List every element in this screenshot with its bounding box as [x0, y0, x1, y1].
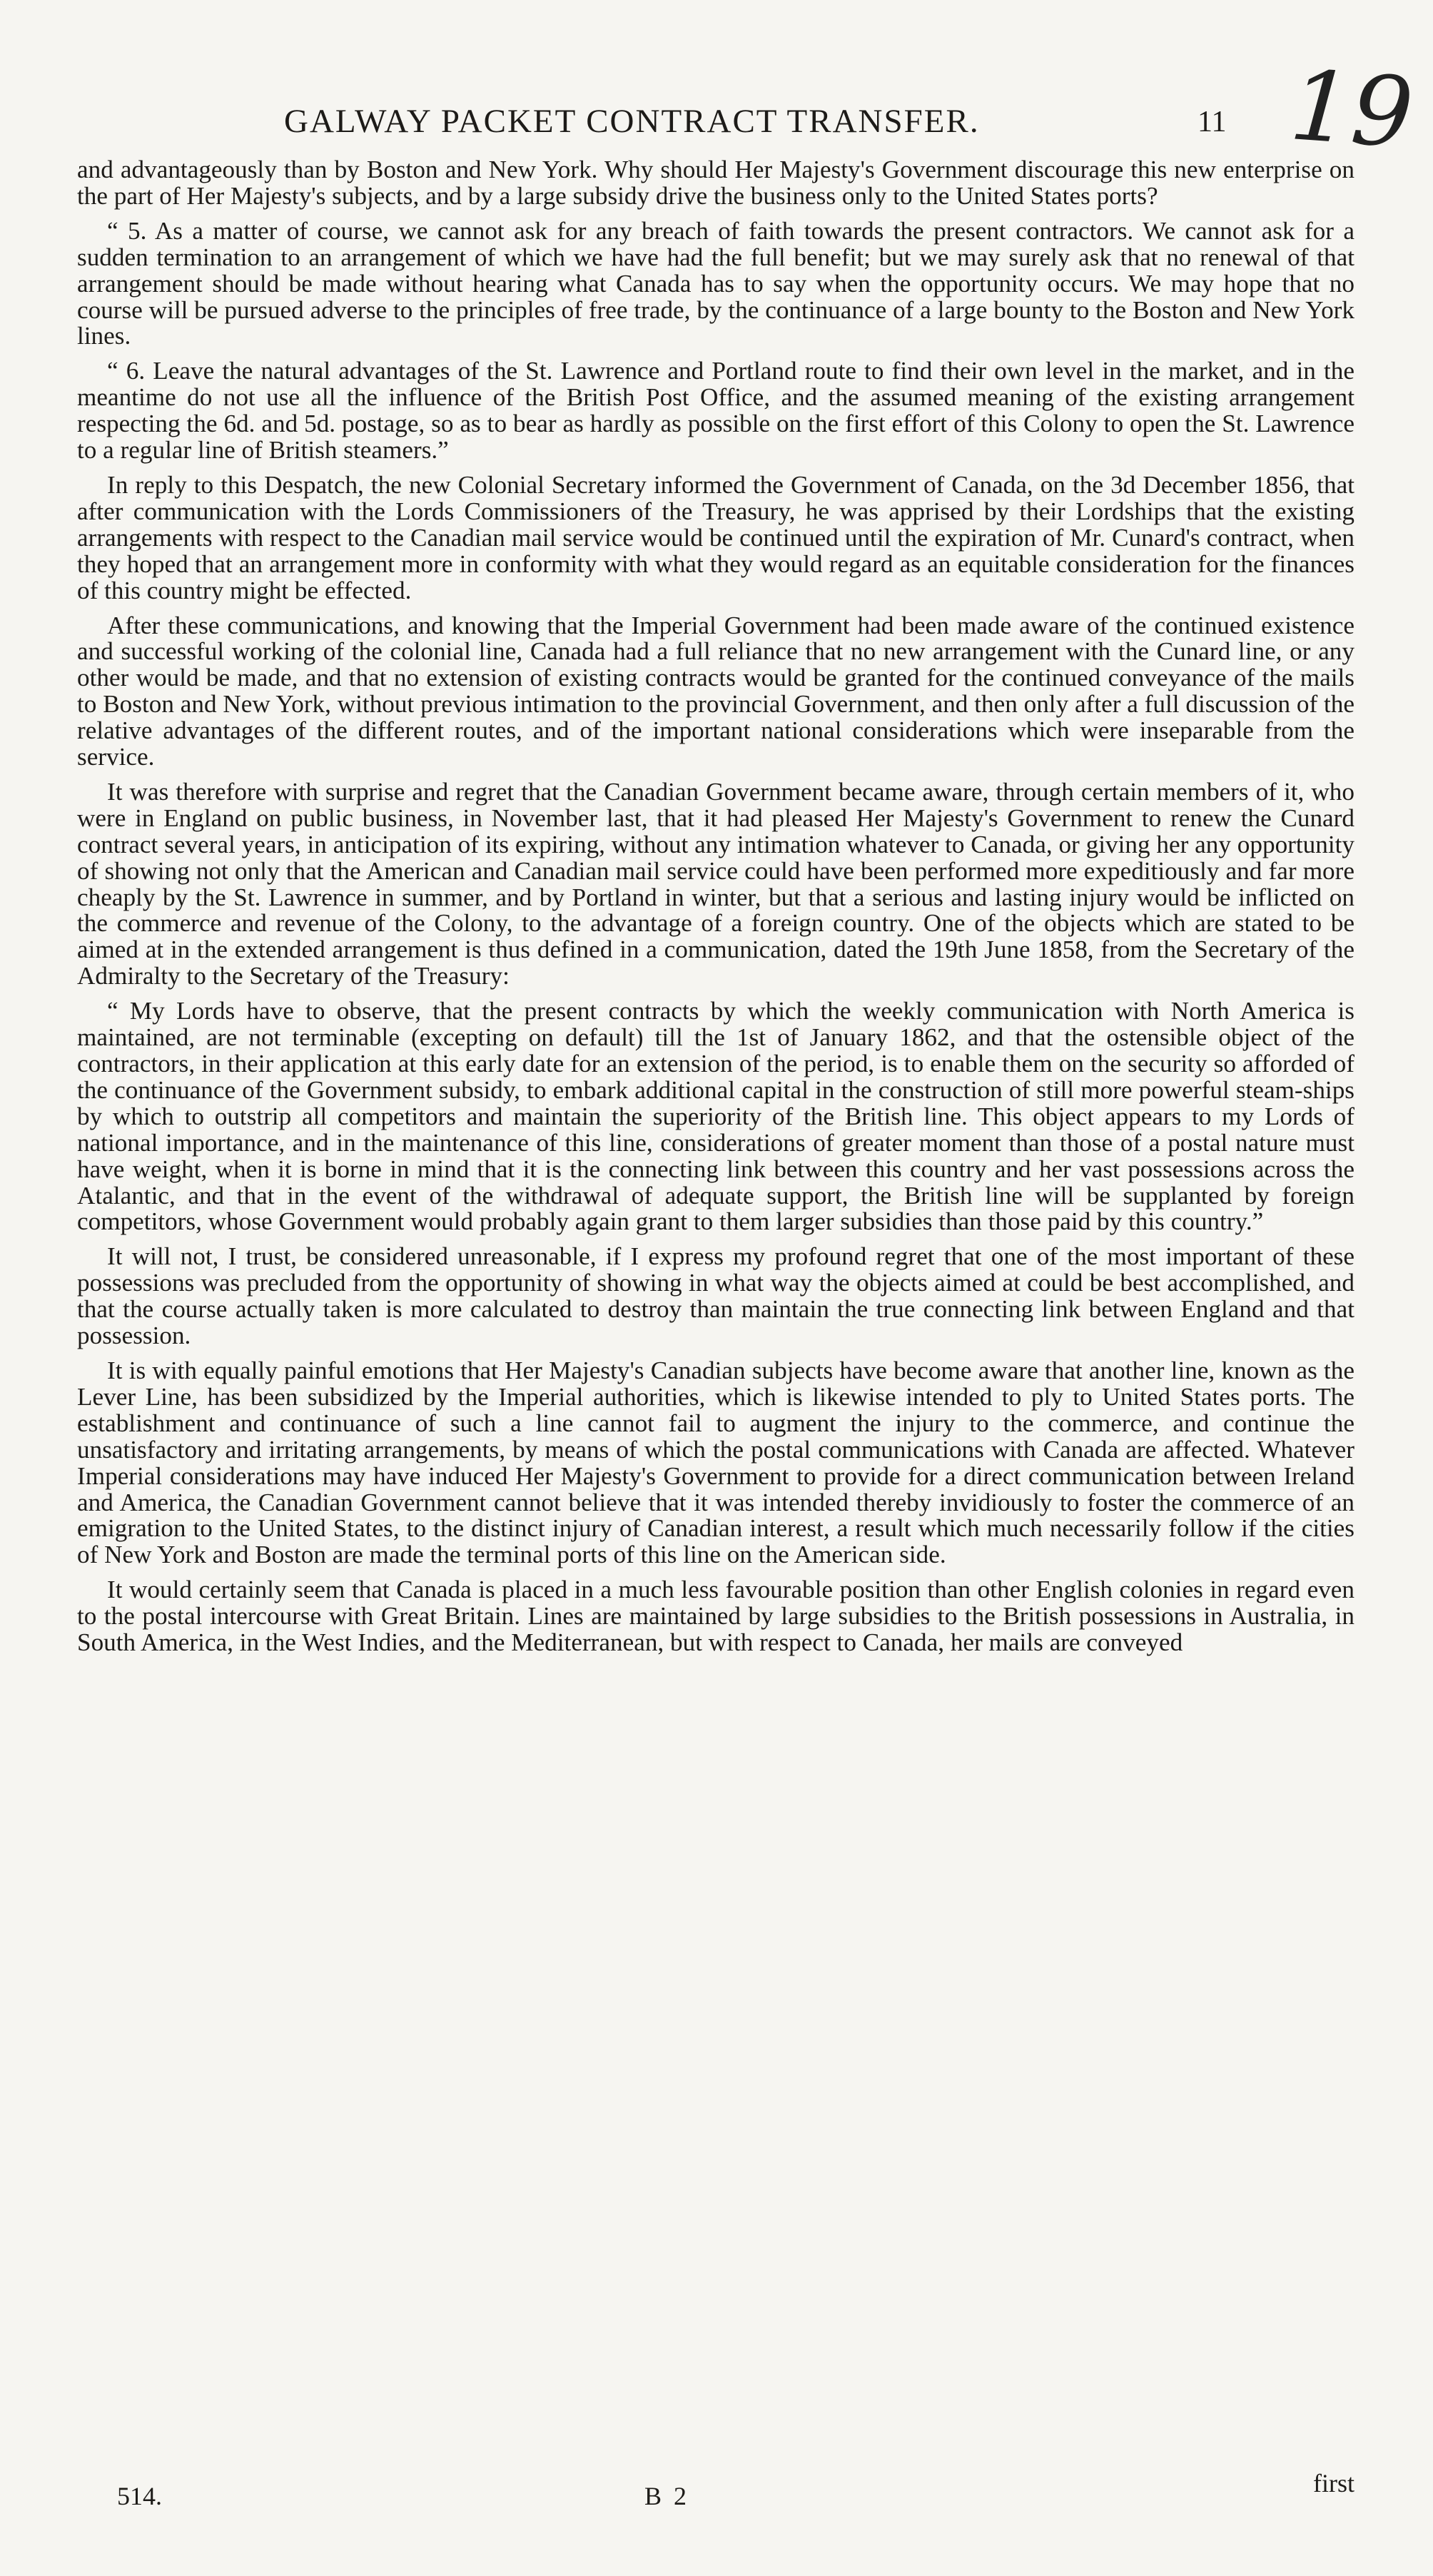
paragraph-1: and advantageously than by Boston and New York. Why should Her Majesty's Government discourage this new enterprise on the part of Her Majesty's subjects, and by a large subsidy drive the business only to the United States ports?: [77, 156, 1354, 210]
paragraph-2: “ 5. As a matter of course, we cannot ask for any breach of faith towards the present contractors. We cannot ask for a sudden termination to an arrangement of which we have had the full benefit; but we may surely ask that no renewal of that arrangement should be made without hearing what Canada has to say when the opportunity occurs. We may hope that no course will be pursued adverse to the principles of free trade, by the continuance of a large bounty to the Boston and New York lines.: [77, 216, 1354, 350]
paragraph-8: It will not, I trust, be considered unreasonable, if I express my profound regret that one of the most important of these possessions was precluded from the opportunity of showing in what way the objects aimed at could be best accomplished, and that the course actually taken is more calculated to destroy than maintain the true connecting link between England and that possession.: [77, 1242, 1354, 1350]
handwritten-folio-number: 19: [1286, 49, 1417, 170]
footer-catchword: first: [1313, 2469, 1354, 2498]
paragraph-10: It would certainly seem that Canada is placed in a much less favourable position than other English colonies in regard even to the postal intercourse with Great Britain. Lines are maintained by large subsidies to the British possessions in Australia, in South America, in the West Indies, and the Mediterranean, but with respect to Canada, her mails are conveyed: [77, 1576, 1354, 1657]
paragraph-7-quotation: “ My Lords have to observe, that the present contracts by which the weekly communication with North America is maintained, are not terminable (excepting on default) till the 1st of January 1862, and that the ostensible object of the contractors, in their application at this early date for an extension of the period, is to enable them on the security so afforded of the continuance of the Government subsidy, to embark additional capital in the construction of still more powerful steam-ships by which to outstrip all competitors and maintain the superiority of the British line. This object appears to my Lords of national importance, and in the maintenance of this line, considerations of greater moment than those of a postal nature must have weight, when it is borne in mind that it is the connecting link between this country and her vast possessions across the Atalantic, and that in the event of the withdrawal of adequate support, the British line will be supplanted by foreign competitors, whose Government would probably again grant to them larger subsidies than those paid by this country.”: [77, 997, 1354, 1236]
paragraph-9: It is with equally painful emotions that Her Majesty's Canadian subjects have become aware that another line, known as the Lever Line, has been subsidized by the Imperial authorities, which is likewise intended to ply to United States ports. The establishment and continuance of such a line cannot fail to augment the injury to the commerce, and continue the unsatisfactory and irritating arrangements, by means of which the postal communications with Canada are affected. Whatever Imperial considerations may have induced Her Majesty's Government to provide for a direct communication between Ireland and America, the Canadian Government cannot believe that it was intended thereby invidiously to foster the commerce of an emigration to the United States, to the distinct injury of Canadian interest, a result which much necessarily follow if the cities of New York and Boston are made the terminal ports of this line on the American side.: [77, 1356, 1354, 1569]
paragraph-6: It was therefore with surprise and regret that the Canadian Government became aware, through certain members of it, who were in England on public business, in November last, that it had pleased Her Majesty's Government to renew the Cunard contract several years, in anticipation of its expiring, without any intimation whatever to Canada, or giving her any opportunity of showing not only that the American and Canadian mail service could have been performed more expeditiously and far more cheaply by the St. Lawrence in summer, and by Portland in winter, but that a serious and lasting injury would be inflicted on the commerce and revenue of the Colony, to the advantage of a foreign country. One of the objects which are stated to be aimed at in the extended arrangement is thus defined in a communication, dated the 19th June 1858, from the Secretary of the Admiralty to the Secretary of the Treasury:: [77, 777, 1354, 990]
footer-paper-number: 514.: [117, 2482, 162, 2510]
paragraph-3: “ 6. Leave the natural advantages of the St. Lawrence and Portland route to find their own level in the market, and in the meantime do not use all the influence of the British Post Office, and the assumed meaning of the existing arrangement respecting the 6d. and 5d. postage, so as to bear as hardly as possible on the first effort of this Colony to open the St. Lawrence to a regular line of British steamers.”: [77, 357, 1354, 465]
running-title: GALWAY PACKET CONTRACT TRANSFER.: [284, 103, 980, 140]
body-text: [77, 157, 1354, 1656]
page-number: 11: [1197, 106, 1227, 138]
page-footer: [77, 2469, 1354, 2517]
paragraph-4: In reply to this Despatch, the new Colonial Secretary informed the Government of Canada, on the 3d December 1856, that after communication with the Lords Commissioners of the Treasury, he was apprised by their Lordships that the existing arrangements with respect to the Canadian mail service would be continued until the expiration of Mr. Cunard's contract, when they hoped that an arrangement more in conformity with what they would regard as an equitable consideration for the finances of this country might be effected.: [77, 470, 1354, 604]
paragraph-5: After these communications, and knowing that the Imperial Government had been made aware of the continued existence and successful working of the colonial line, Canada had a full reliance that no new arrangement with the Cunard line, or any other would be made, and that no extension of existing contracts would be granted for the continued conveyance of the mails to Boston and New York, without previous intimation to the provincial Government, and then only after a full discussion of the relative advantages of the different routes, and of the important national considerations which were inseparable from the service.: [77, 611, 1354, 771]
footer-signature-mark: B 2: [644, 2482, 690, 2510]
document-page: [77, 49, 1417, 2544]
page-header: [77, 49, 1417, 170]
